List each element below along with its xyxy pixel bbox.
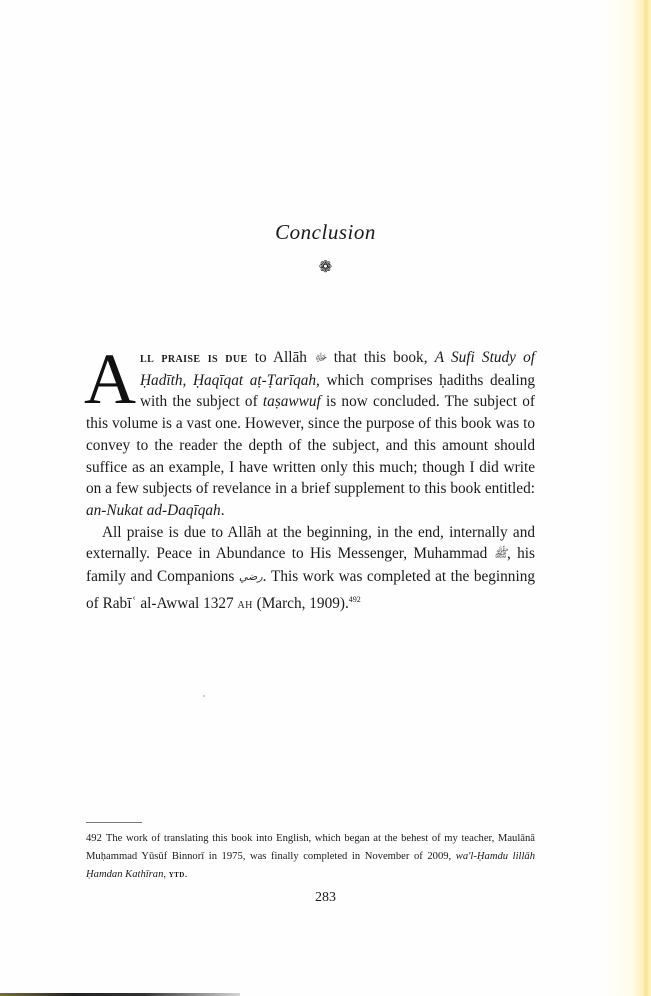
term-tasawwuf: taṣawwuf [262,393,321,411]
translator-initials: ytd [168,868,185,880]
text-run: , [163,868,169,880]
honorific-glyph-icon: ﷻ [314,352,327,364]
flower-ornament-icon: ❁ [318,259,333,276]
text-run: All praise is due to Allāh at the beginning, in the end, internally and externally. Peace in Abundance to His Messenger, Muhammad [86,523,535,563]
smallcaps-lead: ll praise is due [140,351,248,366]
honorific-glyph-icon: رضي [238,571,263,584]
text-run: The work of translating this book into English, which began at the behest of my teacher, Maulānā Muḥammad Yūsūf Binnorī in 1975, was finally completed in November of 2009, [86,833,535,862]
footnote-reference[interactable]: 492 [348,594,361,604]
footnote-italic-phrase: wa'l-Ḥamdu lillāh Ḥamdan Kathīran [86,850,536,880]
text-run: . This work was completed at the beginning of Rabīʿ al-Awwal 1327 [86,568,535,612]
paragraph-1 [84,339,536,522]
text-run: . [184,868,188,880]
paragraph-2 [86,522,535,616]
supplement-title: an-Nukat ad-Daqīqah [86,501,221,519]
text-run: is now concluded. The subject of this volume is a vast one. However, since the purpose of this book was to convey to the reader the depth of the subject, and this amount should suffice as an example, I have written only this much; though I did write on a few subjects of revelance in a brief supplement to this book entitled: [86,393,535,498]
scan-speck [203,695,205,697]
footnote [86,830,535,883]
honorific-glyph-icon: ﷺ [493,548,507,561]
book-title: A Sufi Study of Ḥadīth, Ḥaqīqat aṭ-Ṭarīqah [140,349,535,389]
body-text [84,339,536,615]
text-run: , his family and Companions [86,545,536,586]
text-run: to Allāh [247,349,315,366]
footnote-number: 492 [86,833,102,844]
text-run: (March, 1909). [252,594,349,612]
footnote-divider [86,822,142,823]
text-run: , which comprises ḥadiths dealing with the subject of [140,371,536,411]
page-number: 283 [315,890,336,905]
text-run: that this book, [326,349,435,366]
text-run: . [220,501,225,519]
drop-cap: A [84,339,136,419]
era-abbreviation: ah [237,596,253,612]
page-gutter-edge [644,0,648,996]
chapter-title: Conclusion [275,220,376,244]
